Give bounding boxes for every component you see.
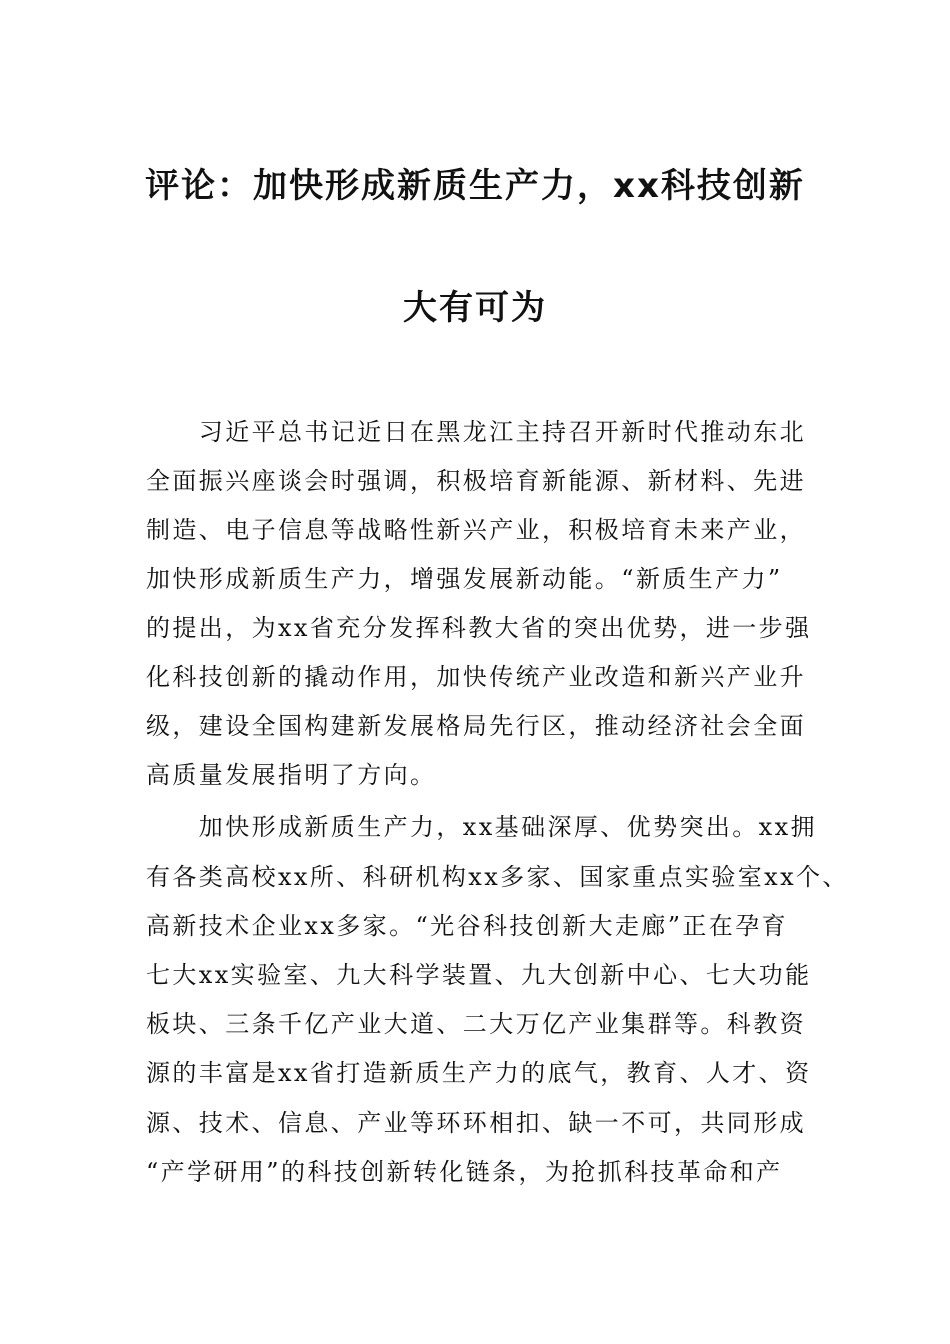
body-line: 加快形成新质生产力，增强发展新动能。“新质生产力” [146, 565, 783, 593]
body-line: 加快形成新质生产力，xx基础深厚、优势突出。xx拥 [146, 813, 817, 841]
body-line: 习近平总书记近日在黑龙江主持召开新时代推动东北 [146, 418, 806, 446]
body-line: 高新技术企业xx多家。“光谷科技创新大走廊”正在孕育 [146, 912, 789, 940]
title-line-2: 大有可为 [403, 288, 547, 328]
title-line-1: 评论：加快形成新质生产力，xx科技创新 [145, 166, 805, 206]
body-line: 板块、三条千亿产业大道、二大万亿产业集群等。科教资 [146, 1010, 806, 1038]
body-line: 源的丰富是xx省打造新质生产力的底气，教育、人才、资 [146, 1059, 812, 1087]
body-line: 的提出，为xx省充分发挥科教大省的突出优势，进一步强 [146, 614, 812, 642]
body-line: 有各类高校xx所、科研机构xx多家、国家重点实验室xx个、 [146, 863, 849, 891]
body-line: “产学研用”的科技创新转化链条，为抢抓科技革命和产 [146, 1158, 783, 1186]
body-line: 七大xx实验室、九大科学装置、九大创新中心、七大功能 [146, 961, 812, 989]
body-line: 级，建设全国构建新发展格局先行区，推动经济社会全面 [146, 712, 806, 740]
body-line: 全面振兴座谈会时强调，积极培育新能源、新材料、先进 [146, 467, 806, 495]
body-line: 化科技创新的撬动作用，加快传统产业改造和新兴产业升 [146, 663, 806, 691]
body-line: 源、技术、信息、产业等环环相扣、缺一不可，共同形成 [146, 1109, 806, 1137]
body-line: 制造、电子信息等战略性新兴产业，积极培育未来产业， [146, 516, 806, 544]
body-line: 高质量发展指明了方向。 [146, 761, 437, 789]
